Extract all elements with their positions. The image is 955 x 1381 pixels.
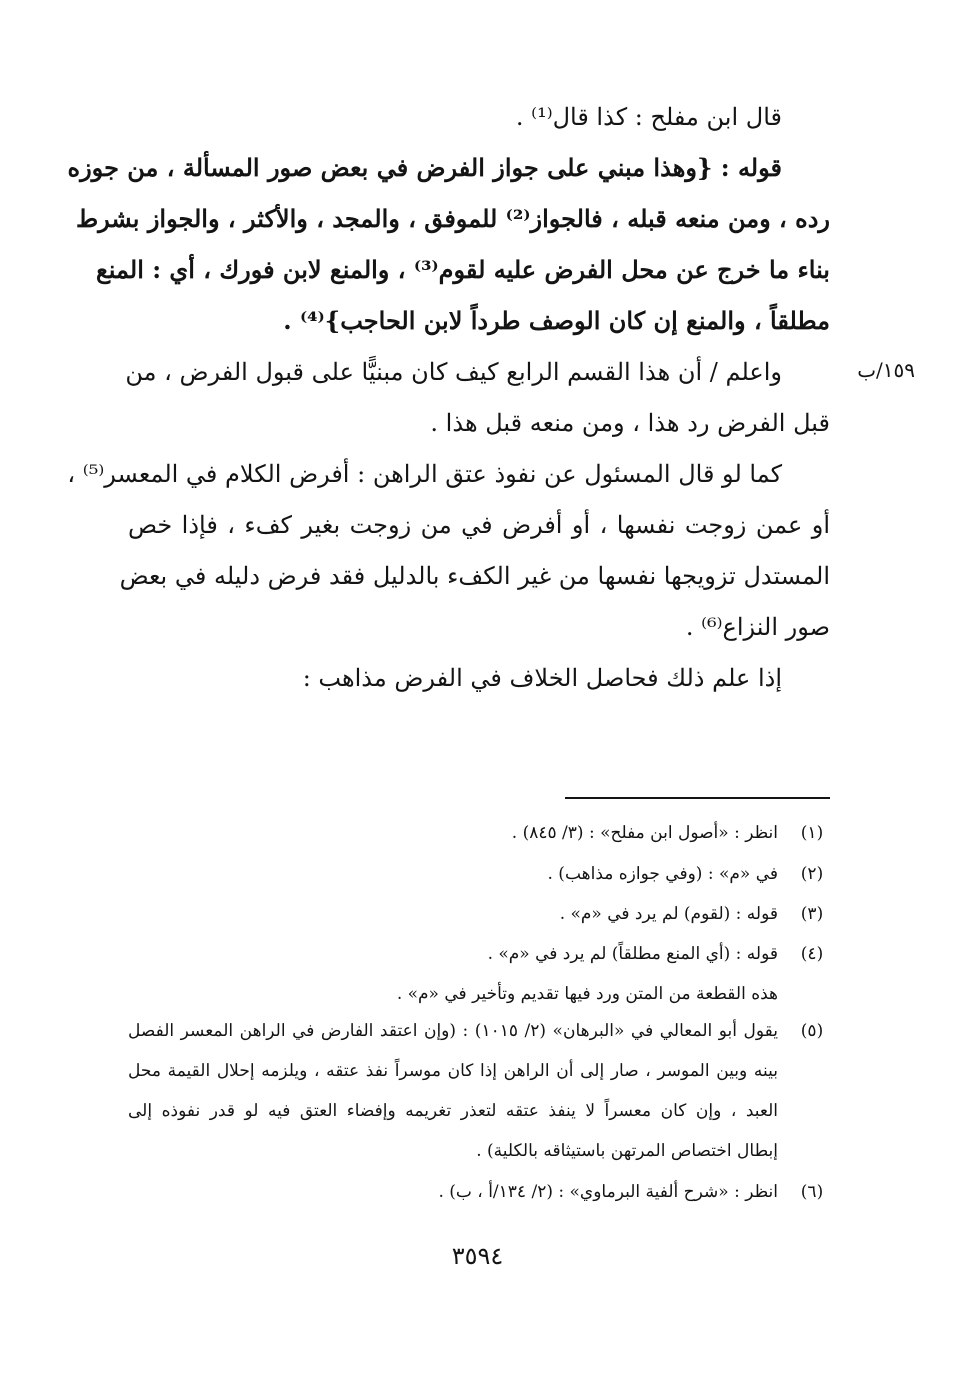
footnote-number: (١) <box>800 823 824 843</box>
footnote-text: هذه القطعة من المتن ورد فيها تقديم وتأخير في «م» . <box>396 984 778 1004</box>
body-line-11: صور النزاع⁽⁶⁾ . <box>685 613 830 641</box>
footnote-text: قوله : (أي المنع مطلقاً) لم يرد في «م» . <box>487 944 778 964</box>
body-line-8: كما لو قال المسئول عن نفوذ عتق الراهن : أفرض الكلام في المعسر⁽⁵⁾ ، <box>67 460 782 488</box>
footnote-text: يقول أبو المعالي في «البرهان» (٢/ ١٠١٥) : (وإن اعتقد الفارض في الراهن المعسر الفصل <box>128 1021 778 1041</box>
body-line-10: المستدل تزويجها نفسها من غير الكفء بالدليل فقد فرض دليله في بعض <box>119 562 830 590</box>
footnote-5-line-4 <box>128 1134 830 1168</box>
footnote-3 <box>128 897 830 931</box>
footnote-number: (٣) <box>800 904 824 924</box>
footnote-4 <box>128 937 830 971</box>
footnote-text: العبد ، وإن كان معسراً لا ينفذ عتقه لتعذر تغريمه وإفضاء العتق فيه لو قدر نفوذه إلى <box>128 1101 778 1121</box>
footnote-text: قوله : (لقوم) لم يرد في «م» . <box>559 904 778 924</box>
footnote-text: بينه وبين الموسر ، صار إلى أن الراهن إذا كان موسراً نفذ عتقه ، ويلزمه إحلال القيمة محل <box>128 1061 778 1081</box>
body-line-6: واعلم / أن هذا القسم الرابع كيف كان مبنيًّا على قبول الفرض ، من <box>125 358 782 386</box>
footnote-number: (٥) <box>800 1021 824 1041</box>
body-line-2: قوله : {وهذا مبني على جواز الفرض في بعض صور المسألة ، من جوزه <box>67 153 782 182</box>
body-line-4: بناء ما خرج عن محل الفرض عليه لقوم⁽³⁾ ، والمنع لابن فورك ، أي : المنع <box>95 255 830 284</box>
footnote-number: (٢) <box>800 864 824 884</box>
footnote-text: إبطال اختصاص المرتهن باستيثاقه بالكلية) . <box>476 1141 778 1161</box>
body-line-9: أو عمن زوجت نفسها ، أو أفرض في من زوجت بغير كفء ، فإذا خص <box>128 511 830 539</box>
footnote-5-line-3 <box>128 1094 830 1128</box>
footnote-5 <box>128 1014 830 1048</box>
manuscript-folio-note: ١٥٩/ب <box>857 358 915 382</box>
footnote-5-line-2 <box>128 1054 830 1088</box>
footnote-6 <box>128 1175 830 1209</box>
footnote-2 <box>128 857 830 891</box>
footnote-text: في «م» : (وفي جوازه مذاهب) . <box>547 864 778 884</box>
body-line-7: قبل الفرض رد هذا ، ومن منعه قبل هذا . <box>430 409 830 437</box>
footnote-text: انظر : «شرح ألفية البرماوي» : (٢/ ١٣٤/أ ، ب) . <box>438 1182 778 1202</box>
body-line-1: قال ابن مفلح : كذا قال⁽¹⁾ . <box>515 103 782 131</box>
footnote-separator <box>565 797 830 799</box>
body-line-5: مطلقاً ، والمنع إن كان الوصف طرداً لابن الحاجب}⁽⁴⁾ . <box>283 306 830 335</box>
page-number: ٣٥٩٤ <box>451 1242 504 1270</box>
body-line-3: رده ، ومن منعه قبله ، فالجواز⁽²⁾ للموفق ، والمجد ، والأكثر ، والجواز بشرط <box>75 204 830 233</box>
footnote-text: انظر : «أصول ابن مفلح» : (٣/ ٨٤٥) . <box>511 823 778 843</box>
footnote-4-continuation <box>128 977 830 1011</box>
footnote-1 <box>128 816 830 850</box>
body-line-12: إذا علم ذلك فحاصل الخلاف في الفرض مذاهب : <box>302 664 782 692</box>
footnote-number: (٦) <box>800 1182 824 1202</box>
footnote-number: (٤) <box>800 944 824 964</box>
